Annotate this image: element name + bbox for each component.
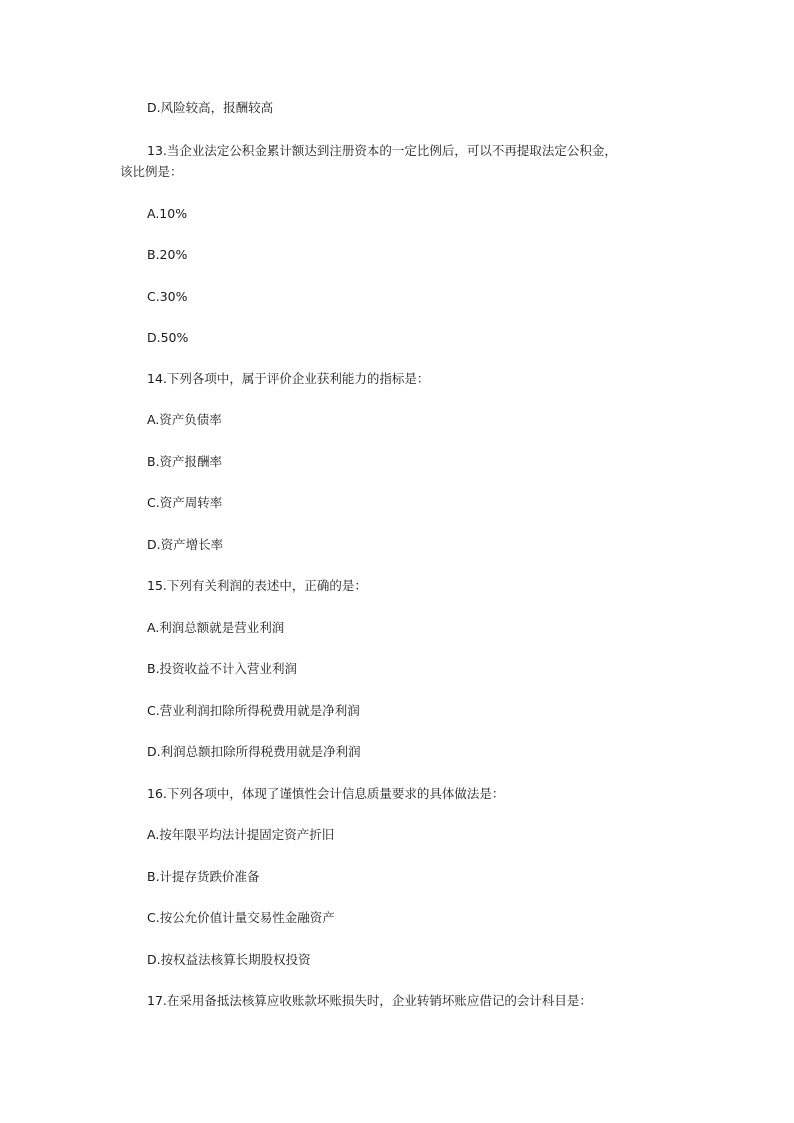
q15-option-b: B.投资收益不计入营业利润 bbox=[147, 661, 298, 676]
q13-option-b: B.20% bbox=[147, 247, 188, 262]
q16-option-d: D.按权益法核算长期股权投资 bbox=[147, 952, 311, 967]
q15-question: 15.下列有关利润的表述中，正确的是： bbox=[147, 578, 367, 593]
q13-question: 13.当企业法定公积金累计额达到注册资本的一定比例后，可以不再提取法定公积金， bbox=[147, 143, 617, 158]
q12-option-d: D.风险较高，报酬较高 bbox=[147, 100, 274, 115]
q16-option-c: C.按公允价值计量交易性金融资产 bbox=[147, 910, 335, 925]
q13-option-d: D.50% bbox=[147, 330, 189, 345]
q14-question: 14.下列各项中，属于评价企业获利能力的指标是： bbox=[147, 371, 430, 386]
q16-question: 16.下列各项中，体现了谨慎性会计信息质量要求的具体做法是： bbox=[147, 786, 505, 801]
q17-question: 17.在采用备抵法核算应收账款坏账损失时，企业转销坏账应借记的会计科目是： bbox=[147, 993, 592, 1008]
q14-option-c: C.资产周转率 bbox=[147, 495, 223, 510]
q14-option-a: A.资产负债率 bbox=[147, 412, 222, 427]
q13-option-c: C.30% bbox=[147, 289, 188, 304]
q16-option-b: B.计提存货跌价准备 bbox=[147, 869, 260, 884]
q15-option-c: C.营业利润扣除所得税费用就是净利润 bbox=[147, 703, 360, 718]
q15-option-d: D.利润总额扣除所得税费用就是净利润 bbox=[147, 744, 361, 759]
q16-option-a: A.按年限平均法计提固定资产折旧 bbox=[147, 827, 335, 842]
q13-option-a: A.10% bbox=[147, 206, 188, 221]
q14-option-d: D.资产增长率 bbox=[147, 537, 224, 552]
q14-option-b: B.资产报酬率 bbox=[147, 454, 223, 469]
q13-question-cont: 该比例是： bbox=[120, 164, 183, 179]
q15-option-a: A.利润总额就是营业利润 bbox=[147, 620, 285, 635]
